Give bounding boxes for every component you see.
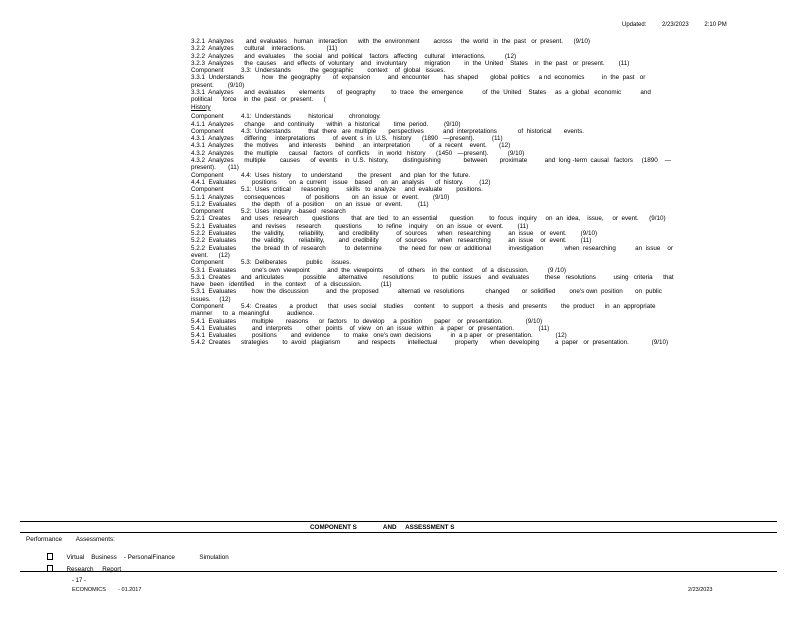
standard-line: Component 5.3: Deliberates public issues. — [191, 259, 351, 267]
assessment-label: Research Report — [66, 566, 122, 573]
standard-line: 5.4.1 Evaluates multiple reasons or factors to develop a position paper or presentation. (9/10) — [191, 317, 543, 325]
updated-time: 2:10 PM — [704, 22, 727, 28]
standard-line: 3.2.1 Analyzes and evaluates human interaction with the environment across the world in the past or present. (9/10) — [191, 38, 591, 45]
standard-line: present). (11) — [191, 164, 239, 172]
standard-line: manner to a meaningful audience. — [191, 310, 315, 318]
standard-line: Component 5.1: Uses critical reasoning skills to analyze and evaluate positions. — [191, 186, 483, 194]
footer-version: - 01.2017 — [118, 587, 142, 593]
page-number: - 17 - — [72, 578, 87, 584]
standard-line: have been identified in the context of a discussion. (11) — [191, 281, 392, 289]
standards-list — [191, 38, 765, 347]
standard-line: Component 4.3: Understands that there are multiple perspectives and interpretations of historical events. — [191, 127, 585, 135]
standard-line: 4.3.1 Analyzes differing interpretations of event s in U.S. history (1890 —present). (11) — [191, 135, 503, 143]
standard-line: Component 5.2: Uses inquiry -based research — [191, 208, 346, 216]
standard-line: 5.2.2 Evaluates the bread th of research to determine the need for new or additional investigation when researching an issue or — [191, 244, 673, 252]
standard-line: 4.4.1 Evaluates positions on a current issue based on an analysis of history. (12) — [191, 178, 491, 186]
standard-line: Component 3.3: Understands the geographic context of global issues. — [191, 67, 446, 75]
standard-line: 5.1.2 Evaluates the depth of a position on an issue or event. (11) — [191, 200, 429, 208]
standard-line: event. (12) — [191, 251, 230, 259]
standard-line: 5.2.2 Evaluates the validity, reliability, and credibility of sources when researching an issue or event. (9/10) — [191, 230, 598, 238]
standard-line: 5.3.1 Evaluates one's own viewpoint and the viewpoints of others in the context of a discussion. (9 /10) — [191, 266, 567, 274]
updated-stamp — [622, 22, 741, 28]
section-title — [310, 524, 454, 531]
assessments-label: Assessments: — [75, 536, 115, 543]
footer-date: 2/23/2023 — [688, 587, 713, 593]
performance-header — [26, 536, 115, 543]
assessment-label: Virtual Business - PersonalFinance Simulation — [66, 554, 229, 561]
standard-line: 3.3.1 Understands how the geography of expansion and encounter has shaped global politics a nd economics in the past or — [191, 74, 646, 82]
standard-line: 3.2.3 Analyzes the causes and effects of voluntary and involuntary migration in the United States in the past or present. (11) — [191, 59, 630, 67]
standard-line: 3.3.1 Analyzes and evaluates elements of geography to trace the emergence of the United States as a global economic and — [191, 89, 651, 97]
standard-line: 4.3.2 Analyzes the multiple causal factors of conflicts in world history (1450 —present). (9/10) — [191, 149, 525, 157]
section-divider-bottom — [20, 532, 777, 533]
performance-label: Performance — [26, 536, 63, 543]
standard-line: present. (9/10) — [191, 81, 245, 89]
standard-line: Component 4.1: Understands historical chronology. — [191, 113, 381, 121]
standard-line: 3.2.2 Analyzes and evaluates the social and political factors affecting cultural interactions. (12) — [191, 52, 517, 60]
standard-line: political force in the past or present. ( — [191, 96, 326, 104]
standard-line: 5.3.1 Creates and articulates possible alternative resolutions to public issues and evaluates these resolutions using criteria that — [191, 273, 674, 281]
standard-line: 5.4.1 Evaluates and interprets other points of view on an issue within a paper or presentation. (11) — [191, 324, 550, 332]
footer-course — [72, 587, 141, 593]
section-heading-history: History — [191, 103, 211, 111]
standard-line: 3.2.2 Analyzes cultural interactions. (11) — [191, 45, 338, 53]
standard-line: 5.1.1 Analyzes consequences of positions on an issue or event. (9/10) — [191, 193, 450, 201]
footer-course-name: ECONOMICS — [72, 587, 106, 593]
updated-date: 2/23/2023 — [662, 22, 689, 28]
section-divider-top — [20, 521, 777, 522]
standard-line: 4.1.1 Analyzes change and continuity within a historical time period. (9/10) — [191, 120, 461, 128]
updated-label: Updated: — [622, 22, 647, 28]
standard-line: 5.2.1 Evaluates and revises research questions to refine inquiry on an issue or event. (11) — [191, 222, 529, 230]
standard-line: 4.3.1 Analyzes the motives and interests behind an interpretation of a recent event. (12) — [191, 142, 511, 150]
section-title-part2: AND — [382, 524, 397, 531]
standard-line: 5.4.1 Evaluates positions and evidence to make one's own decisions in a p aper or presentation. (12) — [191, 332, 567, 340]
standard-line: 5.2.2 Evaluates the validity, reliability, and credibility of sources when researching an issue or event. (11) — [191, 237, 592, 245]
standard-line: 5.2.1 Creates and uses research questions that are tied to an essential question to focus inquiry on an idea, issue, or event. (9/10) — [191, 215, 666, 223]
standard-line: 5.3.1 Evaluates how the discussion and the proposed alternati ve resolutions changed or solidified one's own position on public — [191, 288, 662, 296]
standard-line: Component 5.4: Creates a product that uses social studies content to support a thesis and presents the product in an appropriate — [191, 302, 656, 310]
section-title-part3: ASSESSMENT S — [405, 524, 455, 531]
standard-line: issues. (12) — [191, 295, 231, 303]
section-title-part1: COMPONENT S — [310, 524, 357, 531]
standard-line: 4.3.2 Analyzes multiple causes of events in U.S. history, distinguishing between proximate and long -term causal factors (1890 — — [191, 157, 672, 165]
standard-line: Component 4.4: Uses history to understand the present and plan for the future. — [191, 171, 471, 179]
footer-divider — [20, 571, 777, 572]
standard-line: 5.4.2 Creates strategies to avoid plagiarism and respects intellectual property when developing a paper or presentation. (9/10) — [191, 339, 669, 347]
